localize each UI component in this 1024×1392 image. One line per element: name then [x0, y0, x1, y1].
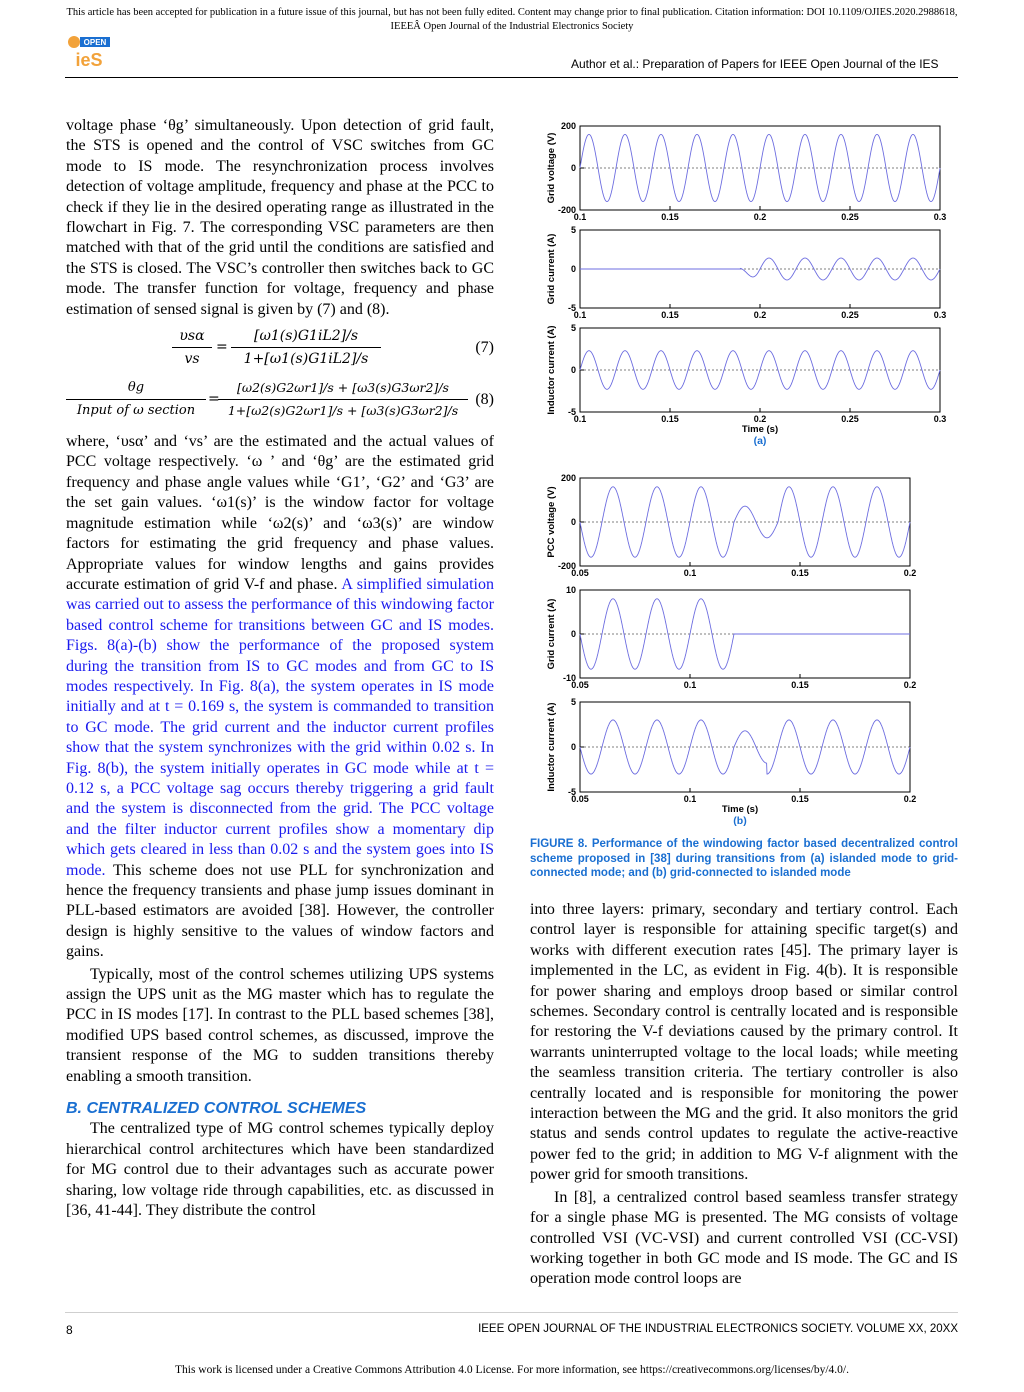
- series-line-a-3: [580, 351, 940, 390]
- y-tick-label-a-1: 200: [560, 121, 576, 131]
- eq8-number: (8): [475, 391, 494, 409]
- x-tick-label-b-2: 0.1: [683, 680, 697, 690]
- x-tick-label-a-3: 0.25: [841, 414, 859, 424]
- x-tick-label-a-3: 0.2: [753, 414, 767, 424]
- y-axis-label-a-2: Grid current (A): [546, 233, 557, 305]
- x-tick-label-b-1: 0.05: [571, 568, 589, 578]
- logo-text-bottom: ieS: [75, 50, 103, 70]
- x-tick-label-a-2: 0.15: [661, 310, 679, 320]
- notice-line-2: IEEEÂ Open Journal of the Industrial Electronics Society: [390, 21, 634, 32]
- y-tick-label-b-3: 5: [570, 697, 576, 707]
- figure-caption: [530, 837, 958, 881]
- y-tick-label-b-1: 200: [560, 473, 576, 483]
- caption-text: Performance of the windowing factor based decentralized control scheme proposed in [38] during transitions from (a) islanded mode to grid-connected mode; and (b) grid-connected to islanded mode: [530, 838, 959, 879]
- sub-figure-label-a: (a): [753, 435, 767, 447]
- y-tick-label-b-3: 0: [570, 742, 576, 752]
- x-tick-label-b-2: 0.2: [903, 680, 917, 690]
- section-heading: B. CENTRALIZED CONTROL SCHEMES: [66, 1100, 367, 1118]
- right-column: [530, 900, 958, 1290]
- y-tick-label-a-3: -5: [567, 407, 576, 417]
- equation-8: θg Input of ω section = $\frac{[\omega 2(s)G2\omega r1]/s + [\omega 3(s)G3\omega r2]/s}{1+[\omega 2(s)G2\omega r1]/s + [\omega 3(s)G3\omega r2]/s}$ (8): [66, 378, 494, 432]
- y-axis-label-b-2: Grid current (A): [546, 598, 557, 670]
- equation-7: υsα vs = $\frac{[\omega 1(s)G1iL2]/s}{1+[\omega 1(s)G1iL2]/s}$ (7): [66, 326, 494, 376]
- logo-text-top: OPEN: [83, 38, 107, 47]
- paragraph-simulation-highlight: A simplified simulation was carried out to assess the performance of this windowing factor based control scheme for transitions between GC and IS modes. Figs. 8(a)-(b) show the performance of the proposed system during the transition from IS to GC modes and from GC to IS modes respectively. In Fig. 8(a), the system operates in IS mode initially and at t = 0.169 s, the system is commanded to transition to GC mode. The grid current and the inductor current profiles show that the system synchronizes with the grid within 0.02 s. In Fig. 8(b), the system initially operates in GC mode while at t = 0.12 s, a PCC voltage sag occurs thereby triggering a grid fault and the system is disconnected from the grid. The PCC voltage and the filter inductor current profiles show a momentary dip which gets cleared in less than 0.02 s and the system goes into IS mode.: [66, 575, 494, 879]
- caption-label: FIGURE 8.: [530, 838, 588, 850]
- eq7-number: (7): [475, 339, 494, 357]
- paragraph-reference-8: In [8], a centralized control based seamless transfer strategy for a single phase MG is presented. The MG consists of voltage controlled VSI (VC-VSI) and current controlled VSI (CC-VSI) working together in both GC mode and IS mode. The GC and IS operation mode control loops are: [530, 1188, 958, 1288]
- y-axis-label-b-3: Inductor current (A): [546, 702, 557, 792]
- figure-8-plots: [540, 118, 960, 838]
- running-header: Author et al.: Preparation of Papers for IEEE Open Journal of the IES: [571, 57, 939, 71]
- x-tick-label-b-3: 0.2: [903, 794, 917, 804]
- eq8-lhs-num: θg: [66, 378, 206, 400]
- x-tick-label-a-2: 0.2: [753, 310, 767, 320]
- journal-logo-icon: [65, 32, 113, 70]
- paragraph-pll-note: This scheme does not use PLL for synchronization and hence the frequency transients and phase jump issues dominant in PLL-based estimators are avoided [38]. However, the controller design is highly sensitive to the values of window factors and gains.: [66, 861, 495, 961]
- notice-line-1: This article has been accepted for publication in a future issue of this journal, but has not been fully edited. Content may change prior to final publication. Citation information: DOI 10.1109/OJIES.2020.2988618,: [66, 7, 958, 18]
- y-tick-label-b-3: -5: [567, 787, 576, 797]
- x-tick-label-a-1: 0.15: [661, 212, 679, 222]
- paragraph-estimation: [66, 432, 494, 963]
- paragraph-ups: Typically, most of the control schemes utilizing UPS systems assign the UPS unit as the MG master which has to regulate the PCC in IS modes [17]. In contrast to the PLL based schemes [38], modified UPS based control schemes, as discussed, improve the transient response of the MG to sudden transitions thereby enabling a smooth transition.: [66, 965, 494, 1085]
- x-tick-label-a-2: 0.1: [573, 310, 587, 320]
- left-column: [66, 116, 494, 1222]
- paragraph-estimation-text: where, ‘υsα’ and ‘vs’ are the estimated and the actual values of PCC voltage respectively. ‘ω ’ and ‘θg’ are the estimated grid frequency and phase angle values while ‘G1’, ‘G2’ and ‘G3’ are the set gain values. ‘ω1(s)’ is the window factor for voltage magnitude estimation while ‘ω2(s)’ and ‘ω3(s)’ are window factors for estimating the grid frequency and phase values. Appropriate values for window lengths and gains provides accurate estimation of grid V-f and phase.: [66, 433, 494, 593]
- eq7-rhs-den: 1+[ω1(s)G1iL2]/s: [243, 351, 369, 368]
- y-tick-label-b-1: -200: [557, 561, 576, 571]
- x-axis-label-b: Time (s): [721, 804, 759, 815]
- x-tick-label-b-1: 0.1: [683, 568, 697, 578]
- x-tick-label-a-2: 0.3: [933, 310, 947, 320]
- y-axis-label-b-1: PCC voltage (V): [546, 486, 557, 558]
- x-axis-label-a: Time (s): [741, 424, 779, 435]
- journal-footer: IEEE OPEN JOURNAL OF THE INDUSTRIAL ELECTRONICS SOCIETY. VOLUME XX, 20XX: [478, 1323, 958, 1335]
- y-tick-label-b-2: 10: [565, 585, 576, 595]
- eq8-lhs-den: Input of ω section: [76, 403, 196, 419]
- page-number: 8: [66, 1323, 73, 1337]
- series-line-a-1: [580, 134, 940, 201]
- x-tick-label-a-3: 0.1: [573, 414, 587, 424]
- x-tick-label-b-3: 0.15: [791, 794, 809, 804]
- x-tick-label-a-2: 0.25: [841, 310, 859, 320]
- x-tick-label-b-2: 0.15: [791, 680, 809, 690]
- eq7-lhs-den: vs: [184, 351, 200, 368]
- y-tick-label-a-3: 5: [570, 323, 576, 333]
- x-tick-label-b-1: 0.2: [903, 568, 917, 578]
- eq7-lhs-num: υsα: [172, 326, 212, 348]
- y-tick-label-a-1: 0: [570, 163, 576, 173]
- y-tick-label-a-2: -5: [567, 303, 576, 313]
- eq8-rhs-num: [ω2(s)G2ωr1]/s + [ω3(s)G3ωr2]/s: [218, 378, 468, 400]
- x-tick-label-a-3: 0.3: [933, 414, 947, 424]
- license-notice: This work is licensed under a Creative Commons Attribution 4.0 License. For more information, see https://creativecommons.org/licenses/by/4.0/.: [174, 1364, 849, 1376]
- paragraph-resync: voltage phase ‘θg’ simultaneously. Upon detection of grid fault, the STS is opened and the control of VSC switches from GC mode to IS mode. The resynchronization process involves detection of voltage amplitude, frequency and phase at the PCC to check if they lie in the desired operating range as illustrated in the flowchart in Fig. 7. The corresponding VSC parameters are then matched with that of the grid until the conditions are satisfied and the STS is closed. The VSC’s controller then switches back to GC mode. The transfer function for voltage, frequency and phase estimation of sensed signal is given by (7) and (8).: [66, 117, 494, 318]
- paragraph-centralized: The centralized type of MG control schemes typically deploy hierarchical control architectures which have been standardized for MG control due to their advantages such as accurate power sharing, low voltage ride through capabilities, etc. as discussed in [36, 41-44]. They distribute the control: [66, 1120, 494, 1220]
- publication-notice: [0, 6, 1024, 34]
- y-axis-label-a-1: Grid voltage (V): [546, 132, 557, 204]
- x-tick-label-a-1: 0.2: [753, 212, 767, 222]
- figure-8: [540, 118, 960, 838]
- y-tick-label-a-3: 0: [570, 365, 576, 375]
- y-axis-label-a-3: Inductor current (A): [546, 325, 557, 415]
- series-line-a-2: [580, 258, 940, 280]
- x-tick-label-b-3: 0.05: [571, 794, 589, 804]
- x-tick-label-a-1: 0.1: [573, 212, 587, 222]
- eq7-rhs-num: [ω1(s)G1iL2]/s: [231, 326, 381, 348]
- y-tick-label-b-2: 0: [570, 629, 576, 639]
- y-tick-label-a-2: 0: [570, 264, 576, 274]
- paragraph-hierarchy: into three layers: primary, secondary and tertiary control. Each control layer is responsible for attaining specific target(s) and works with different execution rates [45]. The primary layer is implemented in the LC, as evident in Fig. 4(b). It is responsible for power sharing and employs droop based or similar control schemes. Secondary control is centrally located and is responsible for restoring the V-f deviations caused by the primary control. It warrants uninterrupted voltage to the local loads; while meeting the seamless transition criteria. The tertiary controller is also centrally located and is responsible for monitoring the power interaction between the MG and the grid. It also monitors the grid status and sends control updates to regulate the active-reactive power fed to the grid; in addition to MG V-f alignment with the power grid for smooth transitions.: [530, 901, 958, 1184]
- y-tick-label-a-2: 5: [570, 225, 576, 235]
- x-tick-label-a-1: 0.25: [841, 212, 859, 222]
- x-tick-label-b-2: 0.05: [571, 680, 589, 690]
- x-tick-label-a-3: 0.15: [661, 414, 679, 424]
- header-divider: [65, 77, 958, 78]
- x-tick-label-b-1: 0.15: [791, 568, 809, 578]
- sub-figure-label-b: (b): [733, 815, 747, 827]
- eq8-rhs-den: 1+[ω2(s)G2ωr1]/s + [ω3(s)G3ωr2]/s: [227, 403, 459, 419]
- x-tick-label-a-1: 0.3: [933, 212, 947, 222]
- y-tick-label-b-1: 0: [570, 517, 576, 527]
- footer-divider: [65, 1312, 958, 1313]
- y-tick-label-a-1: -200: [557, 205, 576, 215]
- x-tick-label-b-3: 0.1: [683, 794, 697, 804]
- y-tick-label-b-2: -10: [562, 673, 576, 683]
